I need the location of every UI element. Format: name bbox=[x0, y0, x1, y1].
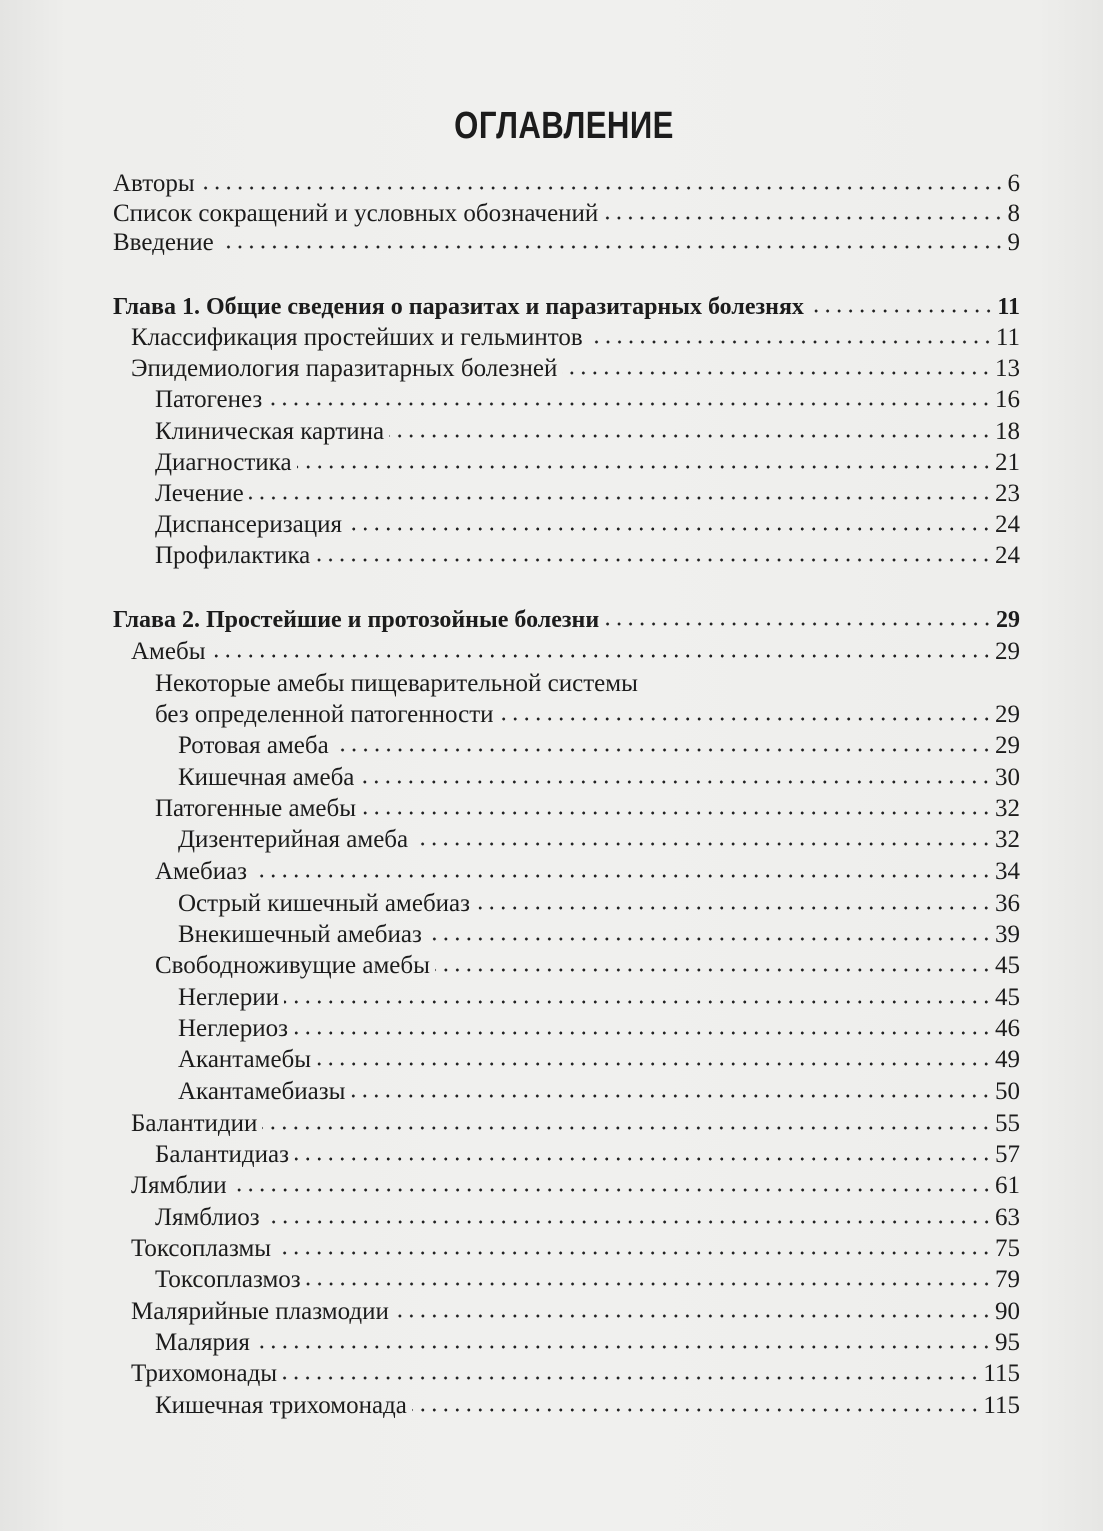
dot-leader bbox=[200, 185, 1005, 191]
dot-leader bbox=[294, 1156, 992, 1162]
dot-leader bbox=[252, 873, 992, 879]
toc-entry[interactable] bbox=[0, 636, 1020, 667]
dot-leader bbox=[211, 653, 993, 659]
toc-entry[interactable] bbox=[0, 322, 1020, 353]
dot-leader bbox=[412, 1407, 981, 1413]
toc-entry-page: 21 bbox=[995, 449, 1020, 476]
dot-leader bbox=[297, 464, 992, 470]
toc-entry-page: 16 bbox=[995, 386, 1020, 413]
toc-entry-label: Авторы bbox=[113, 170, 195, 197]
toc-entry[interactable] bbox=[0, 1264, 1020, 1295]
toc-entry-page: 61 bbox=[995, 1172, 1020, 1199]
toc-entry-page: 23 bbox=[995, 480, 1020, 507]
dot-leader bbox=[588, 339, 993, 345]
toc-entry-page: 8 bbox=[1007, 200, 1020, 227]
toc-entry-page: 79 bbox=[995, 1266, 1020, 1293]
toc-entry-page: 115 bbox=[983, 1360, 1020, 1387]
toc-entry-page: 49 bbox=[995, 1046, 1020, 1073]
toc-entry[interactable] bbox=[0, 1076, 1020, 1107]
toc-entry[interactable] bbox=[0, 416, 1020, 447]
dot-leader bbox=[475, 905, 992, 911]
toc-entry[interactable] bbox=[0, 540, 1020, 571]
toc-entry-label: Некоторые амебы пищеварительной системы bbox=[155, 670, 638, 697]
toc-entry-page: 29 bbox=[995, 732, 1020, 759]
dot-leader bbox=[809, 308, 994, 314]
toc-entry[interactable] bbox=[0, 1108, 1020, 1139]
toc-entry-label: Неглериоз bbox=[178, 1015, 288, 1042]
toc-entry-label: Амебы bbox=[131, 638, 206, 665]
toc-entry-label: Балантидии bbox=[131, 1110, 258, 1137]
toc-chapter[interactable] bbox=[0, 605, 1020, 636]
dot-leader bbox=[361, 810, 992, 816]
toc-entry-label: Дизентерийная амеба bbox=[178, 826, 409, 853]
toc-entry[interactable] bbox=[0, 384, 1020, 415]
toc-entry-label: Малярийные плазмодии bbox=[131, 1298, 389, 1325]
dot-leader bbox=[276, 1250, 992, 1256]
toc-entry-label: Неглерии bbox=[178, 984, 279, 1011]
toc-entry-page: 29 bbox=[995, 701, 1020, 728]
toc-entry-page: 45 bbox=[995, 952, 1020, 979]
toc-entry-page: 32 bbox=[995, 795, 1020, 822]
toc-entry-label: Амебиаз bbox=[155, 858, 248, 885]
toc-entry-label: Классификация простейших и гельминтов bbox=[131, 324, 583, 351]
toc-entry-label: Токсоплазмы bbox=[131, 1235, 272, 1262]
dot-leader bbox=[255, 1344, 992, 1350]
toc-entry-page: 57 bbox=[995, 1141, 1020, 1168]
dot-leader bbox=[604, 621, 993, 627]
toc-entry-label: Кишечная трихомонада bbox=[155, 1392, 407, 1419]
toc-entry-page: 18 bbox=[995, 418, 1020, 445]
dot-leader bbox=[562, 370, 992, 376]
toc-entry-page: 30 bbox=[995, 764, 1020, 791]
toc-entry[interactable] bbox=[0, 699, 1020, 730]
toc-entry-page: 63 bbox=[995, 1204, 1020, 1231]
toc-entry-label: Введение bbox=[113, 229, 214, 256]
toc-entry-label: Балантидиаз bbox=[155, 1141, 289, 1168]
dot-leader bbox=[284, 999, 992, 1005]
toc-entry-label: Глава 1. Общие сведения о паразитах и паразитарных болезнях bbox=[113, 294, 804, 320]
toc-entry[interactable] bbox=[0, 982, 1020, 1013]
toc-entry-label: Акантамебиазы bbox=[178, 1078, 346, 1105]
toc-chapter[interactable] bbox=[0, 292, 1020, 323]
toc-entry[interactable] bbox=[0, 950, 1020, 981]
toc-entry-label: Патогенез bbox=[155, 386, 263, 413]
dot-leader bbox=[359, 779, 992, 785]
toc-entry-page: 24 bbox=[995, 542, 1020, 569]
toc-entry-continued[interactable] bbox=[0, 668, 1020, 699]
toc-entry-page: 36 bbox=[995, 890, 1020, 917]
toc-entry[interactable] bbox=[0, 1358, 1020, 1389]
toc-entry-label: Малярия bbox=[155, 1329, 250, 1356]
toc-entry-page: 11 bbox=[997, 294, 1020, 320]
dot-leader bbox=[262, 1125, 992, 1131]
dot-leader bbox=[315, 557, 992, 563]
toc-entry-page: 50 bbox=[995, 1078, 1020, 1105]
toc-entry-page: 95 bbox=[995, 1329, 1020, 1356]
toc-entry[interactable] bbox=[0, 478, 1020, 509]
toc-entry[interactable] bbox=[0, 447, 1020, 478]
toc-entry-page: 29 bbox=[996, 607, 1020, 633]
toc-entry[interactable] bbox=[0, 1233, 1020, 1264]
toc-entry[interactable] bbox=[0, 824, 1020, 855]
toc-entry-label: Лямблиоз bbox=[155, 1204, 260, 1231]
dot-leader bbox=[350, 1093, 992, 1099]
dot-leader bbox=[219, 244, 1005, 250]
page-title: ОГЛАВЛЕНИЕ bbox=[454, 105, 674, 147]
dot-leader bbox=[603, 215, 1004, 221]
toc-entry-label: Акантамебы bbox=[178, 1046, 312, 1073]
dot-leader bbox=[334, 747, 992, 753]
toc-entry-label: Эпидемиология паразитарных болезней bbox=[131, 355, 558, 382]
toc-entry[interactable] bbox=[0, 227, 1020, 258]
toc-entry-page: 45 bbox=[995, 984, 1020, 1011]
toc-entry[interactable] bbox=[0, 1202, 1020, 1233]
toc-entry-page: 75 bbox=[995, 1235, 1020, 1262]
toc-entry-page: 9 bbox=[1007, 229, 1020, 256]
toc-entry[interactable] bbox=[0, 793, 1020, 824]
toc-entry[interactable] bbox=[0, 1013, 1020, 1044]
toc-entry-label: Список сокращений и условных обозначений bbox=[113, 200, 599, 227]
dot-leader bbox=[499, 716, 992, 722]
toc-entry[interactable] bbox=[0, 1296, 1020, 1327]
toc-entry-label: Трихомонады bbox=[131, 1360, 278, 1387]
toc-entry-page: 24 bbox=[995, 511, 1020, 538]
toc-entry[interactable] bbox=[0, 856, 1020, 887]
dot-leader bbox=[347, 526, 992, 532]
dot-leader bbox=[389, 433, 992, 439]
toc-entry-page: 11 bbox=[995, 324, 1020, 351]
dot-leader bbox=[413, 841, 992, 847]
toc-entry[interactable] bbox=[0, 1044, 1020, 1075]
toc-entry-label: Клиническая картина bbox=[155, 418, 385, 445]
toc-entry-page: 6 bbox=[1007, 170, 1020, 197]
toc-entry-page: 90 bbox=[995, 1298, 1020, 1325]
toc-entry-label: Острый кишечный амебиаз bbox=[178, 890, 471, 917]
dot-leader bbox=[249, 495, 992, 501]
dot-leader bbox=[316, 1061, 992, 1067]
dot-leader bbox=[282, 1375, 980, 1381]
toc-entry-page: 13 bbox=[995, 355, 1020, 382]
toc-entry[interactable] bbox=[0, 168, 1020, 199]
toc-entry-page: 46 bbox=[995, 1015, 1020, 1042]
toc-entry-label: Профилактика bbox=[155, 542, 311, 569]
toc-entry[interactable] bbox=[0, 509, 1020, 540]
toc-entry[interactable] bbox=[0, 353, 1020, 384]
toc-entry-label: Диспансеризация bbox=[155, 511, 342, 538]
toc-entry-page: 55 bbox=[995, 1110, 1020, 1137]
toc-entry-page: 39 bbox=[995, 921, 1020, 948]
toc-entry-label: Кишечная амеба bbox=[178, 764, 355, 791]
toc-entry-label: Ротовая амеба bbox=[178, 732, 329, 759]
toc-entry[interactable] bbox=[0, 1170, 1020, 1201]
dot-leader bbox=[394, 1313, 992, 1319]
toc-entry-label: Свободноживущие амебы bbox=[155, 952, 430, 979]
toc-entry[interactable] bbox=[0, 730, 1020, 761]
toc-entry-label: Внекишечный амебиаз bbox=[178, 921, 422, 948]
toc-entry-label: Лечение bbox=[155, 480, 244, 507]
toc-entry-label: Глава 2. Простейшие и протозойные болезни bbox=[113, 607, 600, 633]
toc-entry-page: 115 bbox=[983, 1392, 1020, 1419]
dot-leader bbox=[306, 1281, 992, 1287]
toc-entry-label: Патогенные амебы bbox=[155, 795, 357, 822]
toc-entry-page: 32 bbox=[995, 826, 1020, 853]
toc-entry[interactable] bbox=[0, 919, 1020, 950]
dot-leader bbox=[267, 401, 992, 407]
toc-entry[interactable] bbox=[0, 198, 1020, 229]
toc-entry-page: 29 bbox=[995, 638, 1020, 665]
toc-entry[interactable] bbox=[0, 1139, 1020, 1170]
toc-entry-label: Лямблии bbox=[131, 1172, 227, 1199]
toc-entry[interactable] bbox=[0, 762, 1020, 793]
dot-leader bbox=[265, 1219, 992, 1225]
toc-entry-label: Токсоплазмоз bbox=[155, 1266, 301, 1293]
toc-entry[interactable] bbox=[0, 1390, 1020, 1421]
toc-entry-label: без определенной патогенности bbox=[155, 701, 494, 728]
dot-leader bbox=[435, 967, 992, 973]
dot-leader bbox=[427, 936, 992, 942]
dot-leader bbox=[293, 1030, 992, 1036]
toc-entry-page: 34 bbox=[995, 858, 1020, 885]
toc-entry-label: Диагностика bbox=[155, 449, 292, 476]
dot-leader bbox=[232, 1187, 992, 1193]
toc-entry[interactable] bbox=[0, 888, 1020, 919]
toc-entry[interactable] bbox=[0, 1327, 1020, 1358]
